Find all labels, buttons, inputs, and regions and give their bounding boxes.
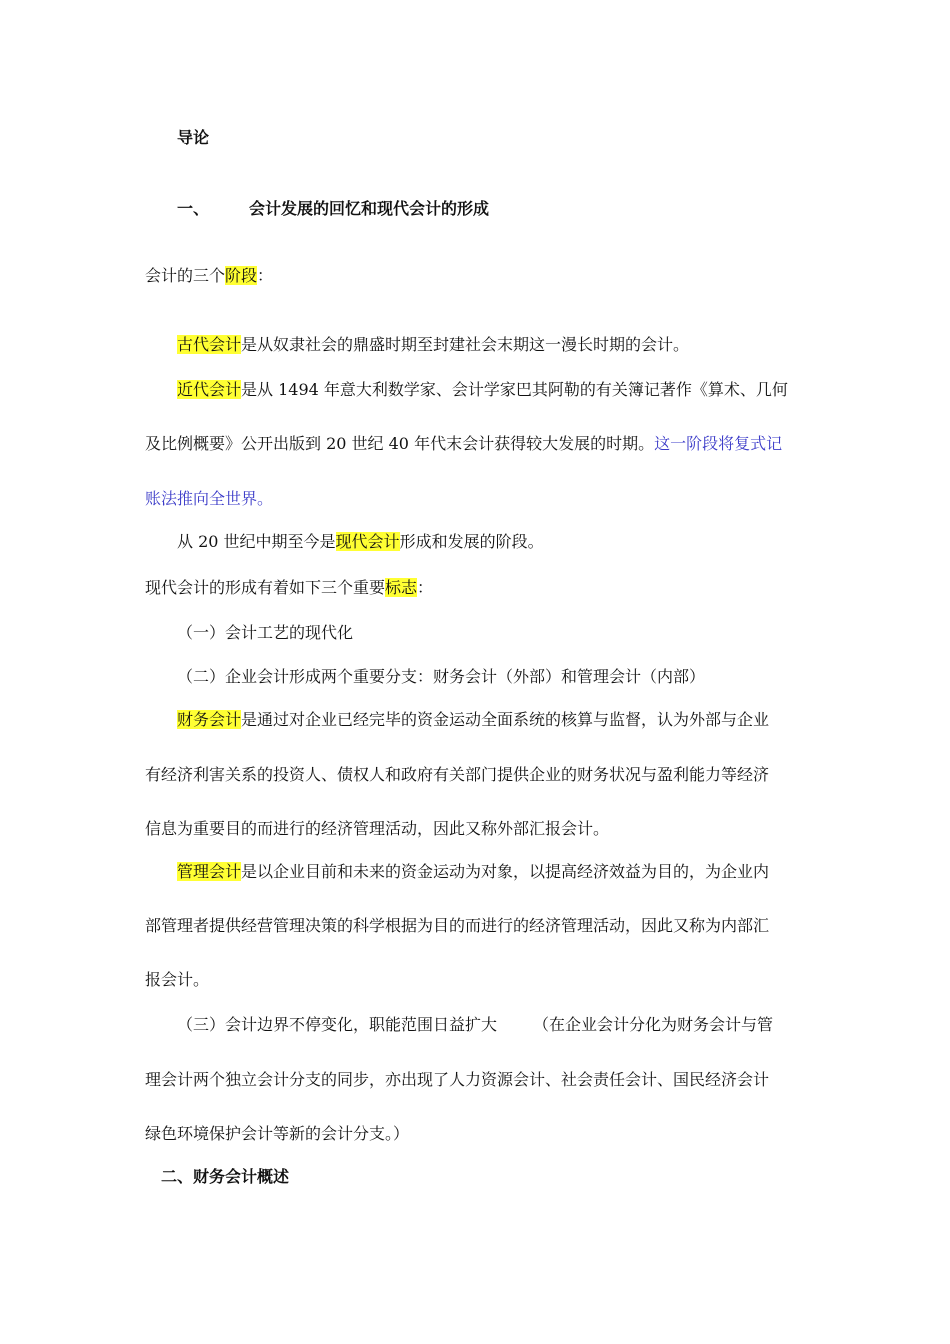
management-text-1: 是以企业目前和未来的资金运动为对象，以提高经济效益为目的，为企业内: [241, 862, 770, 881]
highlight-management-accounting: 管理会计: [177, 862, 242, 881]
list-item-3-line-3: 绿色环境保护会计等新的会计分支。）: [145, 1124, 410, 1143]
highlight-modern-accounting: 现代会计: [335, 532, 400, 551]
modern-accounting-paragraph: [177, 531, 847, 553]
list-item-2: （二）企业会计形成两个重要分支：财务会计（外部）和管理会计（内部）: [177, 667, 706, 686]
modern-early-line-2: [145, 433, 815, 455]
early-modern-text-2: 及比例概要》公开出版到 20 世纪 40 年代末会计获得较大发展的时期。: [145, 434, 655, 453]
management-accounting-line-3: 报会计。: [145, 970, 210, 989]
management-accounting-line-2: 部管理者提供经营管理决策的科学根据为目的而进行的经济管理活动，因此又称为内部汇: [145, 916, 770, 935]
document-title: 导论: [177, 128, 210, 147]
highlight-early-modern-accounting: 近代会计: [177, 380, 242, 399]
early-modern-text-1: 是从 1494 年意大利数学家、会计学家巴其阿勒的有关簿记著作《算术、几何: [241, 380, 788, 399]
financial-accounting-line-1: [177, 709, 847, 731]
highlight-ancient-accounting: 古代会计: [177, 335, 242, 354]
section-1-heading: [177, 198, 847, 220]
ancient-accounting-paragraph: [177, 334, 847, 356]
section-1-number: 一、: [177, 199, 210, 218]
highlight-financial-accounting: 财务会计: [177, 710, 242, 729]
section-2-heading: 二、财务会计概述: [161, 1167, 290, 1186]
financial-text-1: 是通过对企业已经完毕的资金运动全面系统的核算与监督，认为外部与企业: [241, 710, 770, 729]
highlight-signs: 标志: [385, 578, 418, 597]
signs-intro-colon: ：: [417, 578, 434, 597]
ancient-accounting-text: 是从奴隶社会的鼎盛时期至封建社会末期这一漫长时期的会计。: [241, 335, 690, 354]
highlight-stages: 阶段: [225, 266, 258, 285]
signs-intro: [145, 577, 815, 599]
signs-intro-text: 现代会计的形成有着如下三个重要: [145, 578, 386, 597]
list-item-3-note-1: （在企业会计分化为财务会计与管: [533, 1015, 774, 1034]
stages-intro-text: 会计的三个: [145, 266, 226, 285]
financial-accounting-line-2: 有经济利害关系的投资人、债权人和政府有关部门提供企业的财务状况与盈利能力等经济: [145, 765, 770, 784]
list-item-1: （一）会计工艺的现代化: [177, 623, 354, 642]
stages-intro: [145, 265, 815, 287]
blue-note-1: 这一阶段将复式记: [654, 434, 783, 453]
modern-text-pre: 从 20 世纪中期至今是: [177, 532, 336, 551]
management-accounting-line-1: [177, 861, 847, 883]
modern-early-line-1: [177, 379, 847, 401]
list-item-3-line-1: [177, 1014, 847, 1036]
financial-accounting-line-3: 信息为重要目的而进行的经济管理活动，因此又称外部汇报会计。: [145, 819, 610, 838]
list-item-3-label: （三）会计边界不停变化，职能范围日益扩大: [177, 1015, 498, 1034]
modern-text-post: 形成和发展的阶段。: [399, 532, 544, 551]
list-item-3-line-2: 理会计两个独立会计分支的同步，亦出现了人力资源会计、社会责任会计、国民经济会计: [145, 1070, 770, 1089]
blue-note-2: 账法推向全世界。: [145, 489, 274, 508]
section-1-title: 会计发展的回忆和现代会计的形成: [249, 199, 490, 218]
stages-intro-colon: ：: [257, 266, 274, 285]
